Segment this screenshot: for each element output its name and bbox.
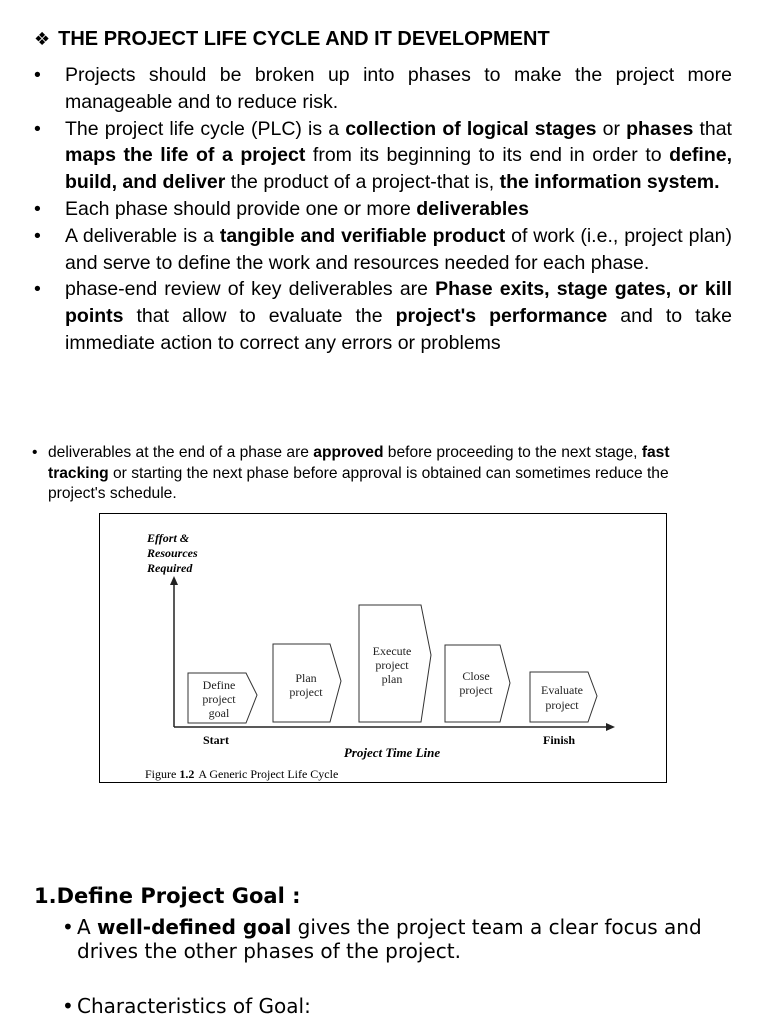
goal-item bbox=[62, 915, 742, 963]
phase-label-line: Close bbox=[462, 669, 490, 683]
bullet-dot-icon: • bbox=[34, 64, 41, 86]
text-run: the product of a project-that is, bbox=[225, 171, 500, 194]
bullet-dot-icon: • bbox=[34, 197, 41, 220]
text-run: before proceeding to the next stage, bbox=[383, 444, 642, 461]
phase-label-line: Plan bbox=[295, 671, 317, 685]
phase-label-line: project bbox=[289, 685, 323, 699]
figure-caption: Figure 1.2 A Generic Project Life Cycle bbox=[145, 767, 339, 781]
text-run: gives the project team a clear focus and drives the other phases of the project. bbox=[77, 915, 702, 963]
diamond-bullet-icon: ❖ bbox=[34, 29, 51, 50]
finish-label: Finish bbox=[543, 733, 576, 747]
text-run: A bbox=[77, 915, 98, 939]
text-run: Each phase should provide one or more bbox=[65, 197, 417, 220]
phase-label-line: Execute bbox=[372, 644, 412, 658]
goal-characteristics-item bbox=[62, 994, 742, 1018]
phase-box-evaluate bbox=[530, 672, 597, 722]
text-run: Projects should be broken up into phases to make the project more manageable and to reduce risk. bbox=[65, 64, 732, 113]
bullet-dot-icon: • bbox=[34, 278, 41, 301]
text-run: that allow to evaluate the bbox=[123, 305, 396, 328]
plc-diagram bbox=[100, 514, 665, 781]
sub-bullet-icon: • bbox=[62, 915, 74, 939]
section-title: 1.Define Project Goal : bbox=[34, 884, 301, 908]
text-run: or starting the next phase before approval is obtained can sometimes reduce the project's schedule. bbox=[48, 464, 669, 502]
bold-text-run: deliverables bbox=[416, 197, 529, 220]
bullet-item bbox=[34, 116, 732, 196]
text-run: and to take immediate action to correct any errors or problems bbox=[65, 305, 732, 354]
bold-text-run: collection of logical stages bbox=[345, 117, 597, 140]
phase-label-line: project bbox=[375, 658, 409, 672]
phase-label-line: plan bbox=[381, 672, 403, 686]
text-run: deliverables at the end of a phase are bbox=[48, 444, 314, 461]
bold-text-run: phases bbox=[626, 117, 694, 140]
approval-note bbox=[34, 443, 724, 505]
bullet-text bbox=[65, 64, 732, 113]
bold-text-run: the information system. bbox=[499, 171, 720, 194]
bullet-dot-icon: • bbox=[34, 224, 41, 247]
bullet-text bbox=[65, 278, 732, 354]
bullet-text bbox=[65, 198, 529, 220]
heading-text: THE PROJECT LIFE CYCLE AND IT DEVELOPMENT bbox=[58, 28, 550, 50]
text-run: that bbox=[693, 117, 732, 140]
y-axis-arrow-icon bbox=[170, 576, 178, 585]
phase-label-line: project bbox=[545, 698, 579, 712]
sub-bullet-icon: • bbox=[62, 994, 74, 1018]
x-axis-arrow-icon bbox=[606, 723, 615, 731]
phase-label-line: Define bbox=[202, 678, 236, 692]
y-axis-label-line: Required bbox=[147, 561, 193, 575]
goal-item-text bbox=[62, 915, 742, 963]
note-text bbox=[34, 443, 724, 505]
bullet-item bbox=[34, 223, 732, 277]
bold-text-run: tangible and verifiable product bbox=[219, 224, 506, 247]
goal-characteristics-text: Characteristics of Goal: bbox=[77, 994, 311, 1018]
bullet-item bbox=[34, 62, 732, 116]
bold-text-run: well-defined goal bbox=[97, 915, 292, 939]
bold-text-run: project's performance bbox=[395, 305, 608, 328]
phase-label-line: project bbox=[202, 692, 236, 706]
note-bullet-icon: • bbox=[32, 444, 38, 461]
text-run: from its beginning to its end in order to bbox=[305, 144, 670, 167]
bullet-item bbox=[34, 196, 732, 223]
y-axis-label-line: Resources bbox=[147, 546, 198, 560]
start-label: Start bbox=[203, 733, 229, 747]
text-run: of work (i.e., project plan) and serve to define the work and resources needed for each phase. bbox=[65, 224, 732, 274]
text-run: The project life cycle (PLC) is a bbox=[65, 117, 346, 140]
plc-figure bbox=[99, 513, 667, 783]
bold-text-run: define, build, and deliver bbox=[65, 144, 732, 194]
text-run: A deliverable is a bbox=[65, 224, 220, 247]
bullet-dot-icon: • bbox=[34, 117, 41, 140]
text-run: phase-end review of key deliverables are bbox=[65, 278, 436, 301]
bold-text-run: fast tracking bbox=[48, 444, 670, 482]
main-bullet-list bbox=[34, 62, 732, 357]
bold-text-run: Phase exits, stage gates, or kill points bbox=[65, 278, 732, 328]
bullet-text bbox=[65, 118, 732, 194]
phase-label-line: goal bbox=[208, 706, 230, 720]
phase-label-line: project bbox=[459, 683, 493, 697]
bullet-text bbox=[65, 225, 732, 274]
timeline-label: Project Time Line bbox=[343, 745, 441, 760]
text-run: or bbox=[596, 117, 627, 140]
section-heading bbox=[34, 28, 550, 51]
y-axis-label-line: Effort & bbox=[147, 531, 190, 545]
bold-text-run: maps the life of a project bbox=[65, 144, 306, 167]
bullet-item bbox=[34, 276, 732, 356]
phase-label-line: Evaluate bbox=[541, 683, 583, 697]
bold-text-run: approved bbox=[313, 444, 384, 461]
